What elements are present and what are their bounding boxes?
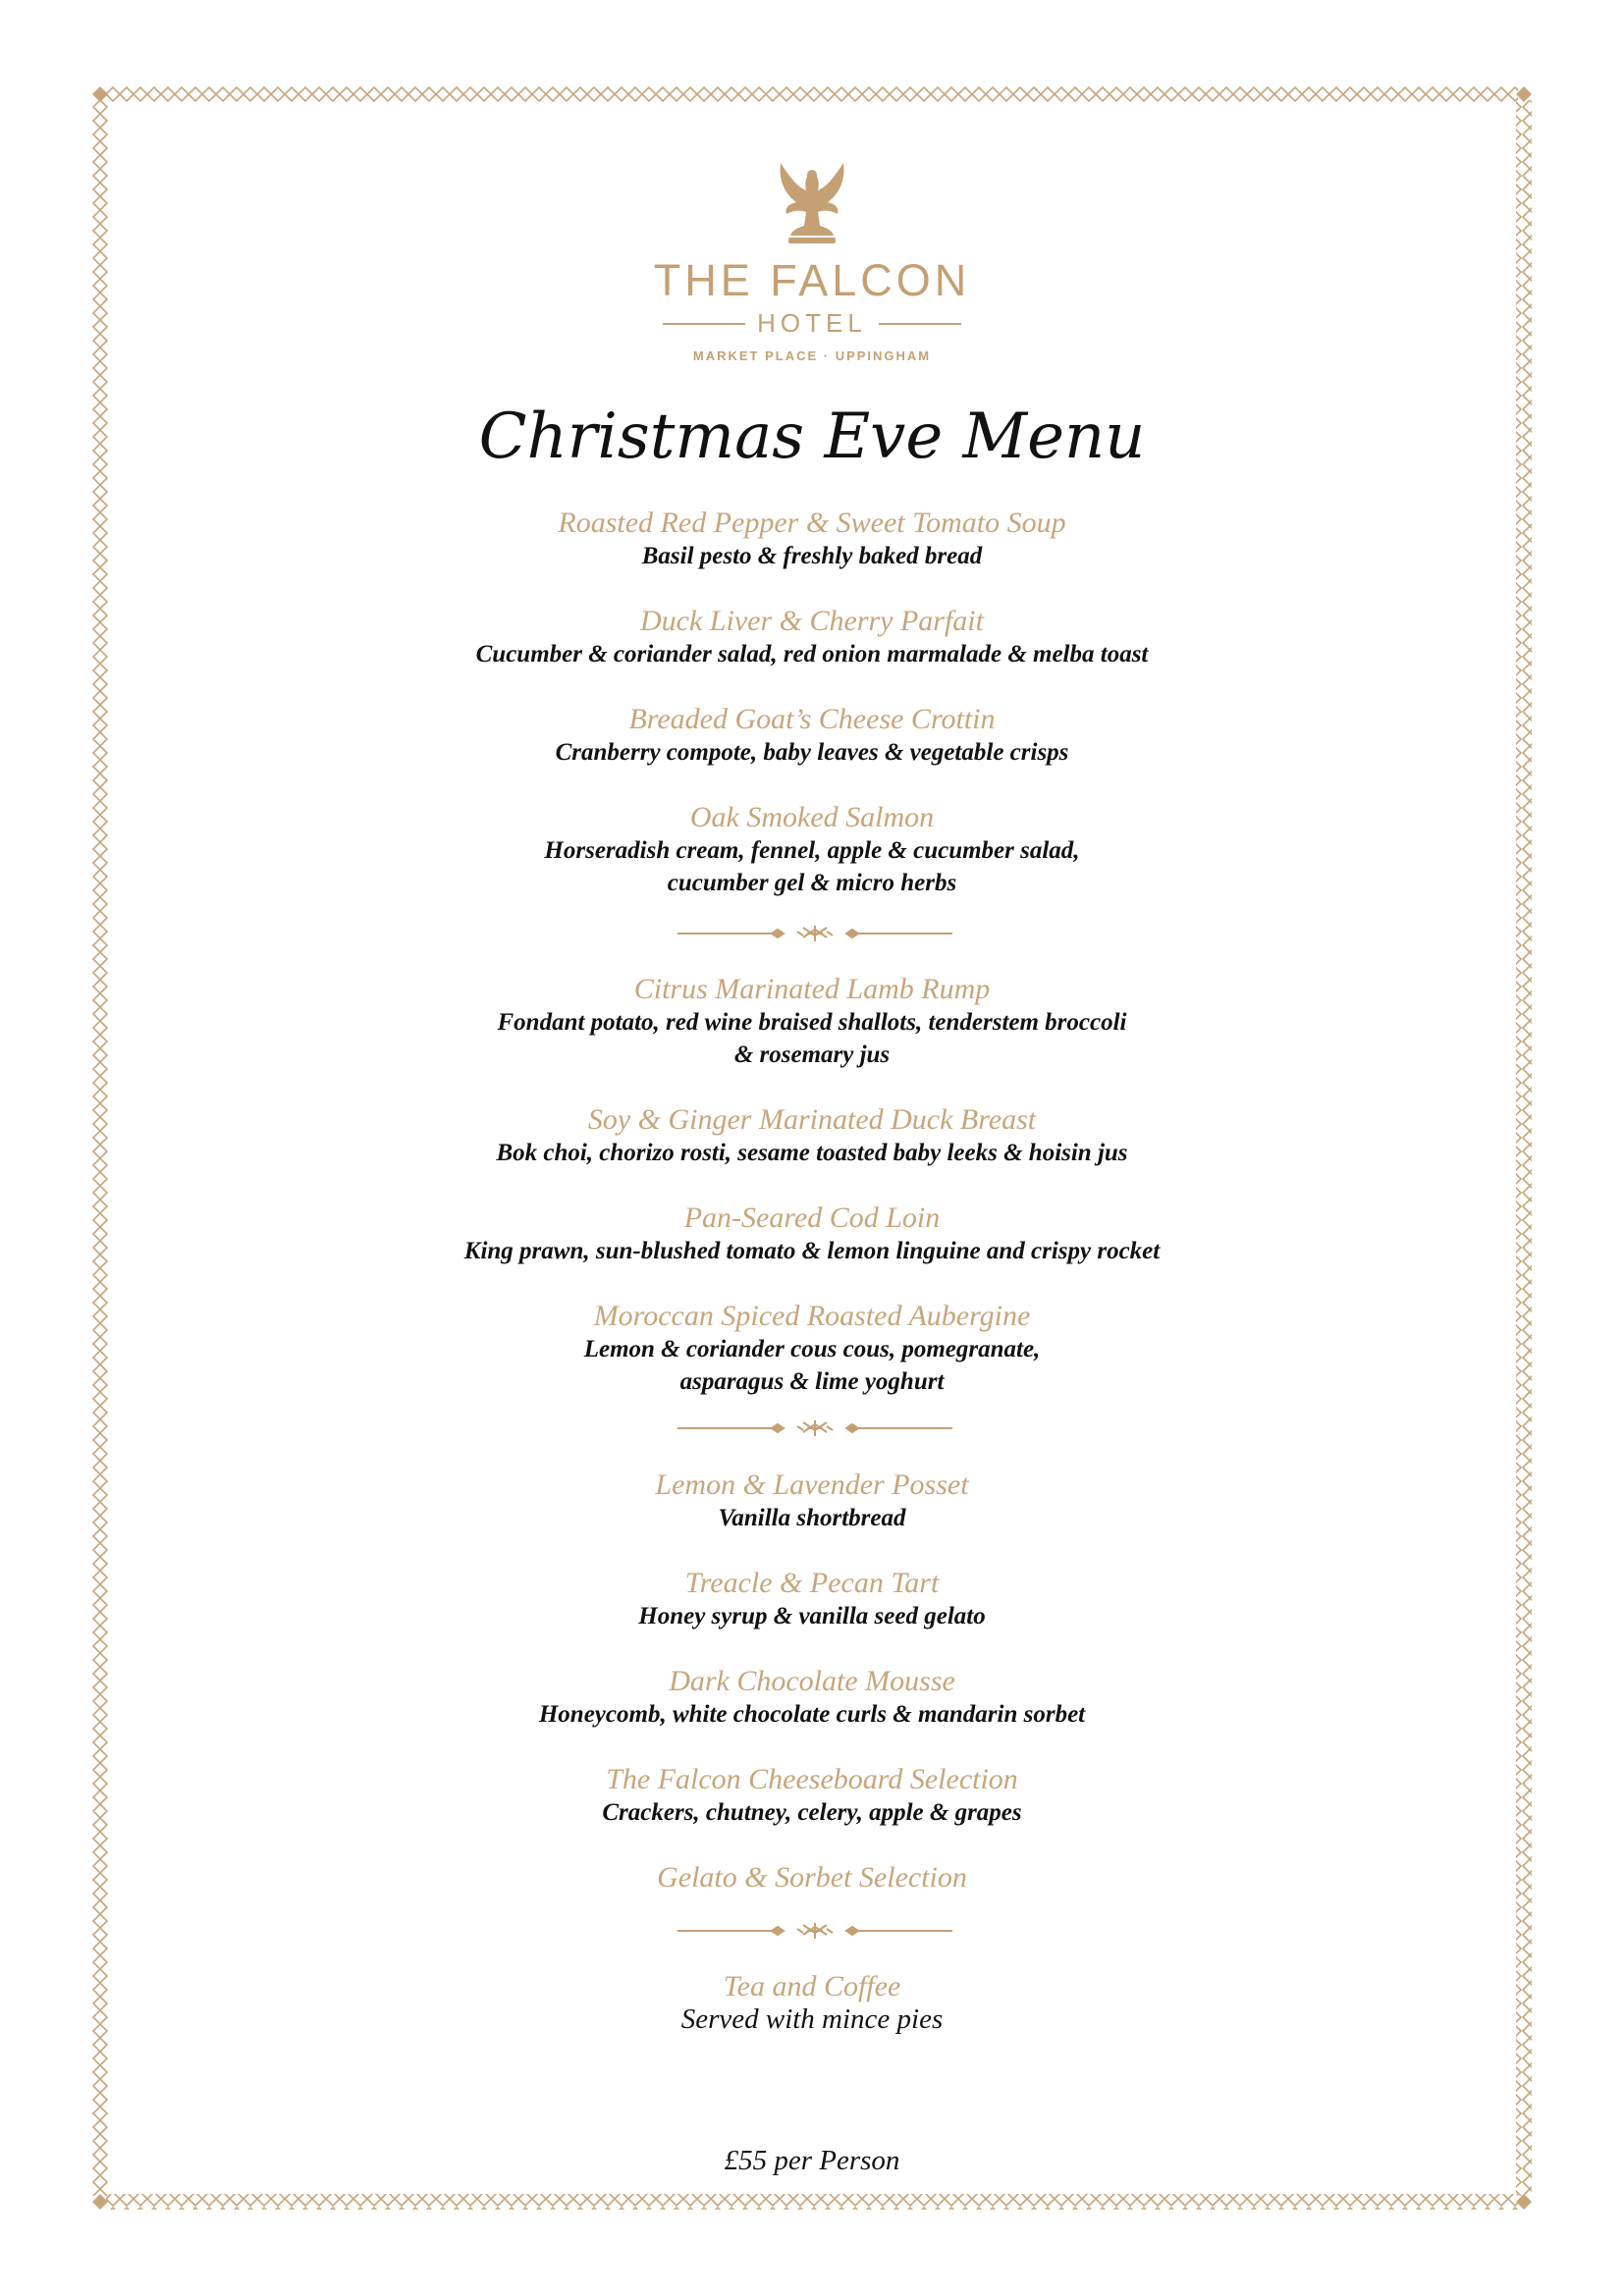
dish-description: cucumber gel & micro herbs <box>667 870 957 896</box>
dish-description: Crackers, chutney, celery, apple & grapes <box>602 1799 1022 1826</box>
dish-description: King prawn, sun-blushed tomato & lemon linguine and crispy rocket <box>463 1238 1161 1264</box>
dish-13 <box>0 1861 1624 1895</box>
dish-3 <box>0 703 1624 769</box>
dish-name: Moroccan Spiced Roasted Aubergine <box>593 1300 1031 1332</box>
snowflake-divider-icon <box>677 1919 952 1943</box>
dish-4 <box>0 801 1624 899</box>
menu-title: Christmas Eve Menu <box>478 400 1146 473</box>
dish-description: Honey syrup & vanilla seed gelato <box>638 1603 986 1629</box>
dish-6 <box>0 1103 1624 1169</box>
dish-description: Cranberry compote, baby leaves & vegetable crisps <box>555 739 1069 766</box>
dish-description: & rosemary jus <box>733 1041 891 1068</box>
dish-5 <box>0 973 1624 1071</box>
dish-description: Lemon & coriander cous cous, pomegranate, <box>583 1336 1041 1362</box>
falcon-crest-icon <box>767 157 857 247</box>
dish-1 <box>0 507 1624 572</box>
dish-description: Bok choi, chorizo rosti, sesame toasted baby leeks & hoisin jus <box>496 1140 1128 1166</box>
dish-14 <box>0 1970 1624 2036</box>
dish-name: Duck Liver & Cherry Parfait <box>640 605 984 637</box>
dish-name: Dark Chocolate Mousse <box>669 1665 955 1697</box>
dish-12 <box>0 1763 1624 1829</box>
snowflake-divider-icon <box>677 922 952 945</box>
dish-description: Cucumber & coriander salad, red onion marmalade & melba toast <box>475 641 1149 667</box>
rule-left <box>663 323 745 325</box>
dish-description: Fondant potato, red wine braised shallots, tenderstem broccoli <box>497 1009 1127 1036</box>
snowflake-divider-icon <box>677 1416 952 1440</box>
dish-name: Lemon & Lavender Posset <box>655 1468 969 1501</box>
dish-7 <box>0 1201 1624 1267</box>
dish-name: Treacle & Pecan Tart <box>684 1567 940 1599</box>
hotel-logo <box>0 157 1624 363</box>
dish-name: Citrus Marinated Lamb Rump <box>633 973 991 1005</box>
hotel-name: THE FALCON <box>653 255 971 305</box>
hotel-address: MARKET PLACE · UPPINGHAM <box>692 348 932 363</box>
dish-description: Horseradish cream, fennel, apple & cucumber salad, <box>544 837 1080 864</box>
dish-name: Soy & Ginger Marinated Duck Breast <box>587 1103 1037 1136</box>
dish-2 <box>0 605 1624 670</box>
dish-9 <box>0 1468 1624 1534</box>
dish-name: Pan-Seared Cod Loin <box>683 1201 941 1234</box>
dish-name: Oak Smoked Salmon <box>689 801 935 833</box>
dish-name: Roasted Red Pepper & Sweet Tomato Soup <box>558 507 1066 539</box>
dish-name: Tea and Coffee <box>723 1970 901 2002</box>
dish-description: Honeycomb, white chocolate curls & mandarin sorbet <box>538 1701 1086 1728</box>
rule-right <box>879 323 961 325</box>
dish-8 <box>0 1300 1624 1398</box>
dish-description: Basil pesto & freshly baked bread <box>641 543 983 569</box>
dish-description: asparagus & lime yoghurt <box>679 1368 945 1395</box>
hotel-subtitle: HOTEL <box>757 308 867 338</box>
dish-description: Served with mince pies <box>680 2003 944 2035</box>
dish-description: Vanilla shortbread <box>718 1505 906 1531</box>
dish-11 <box>0 1665 1624 1731</box>
dish-10 <box>0 1567 1624 1632</box>
dish-name: Gelato & Sorbet Selection <box>657 1861 967 1894</box>
dish-name: Breaded Goat’s Cheese Crottin <box>628 703 996 735</box>
price: £55 per Person <box>724 2145 900 2176</box>
dish-name: The Falcon Cheeseboard Selection <box>606 1763 1018 1795</box>
